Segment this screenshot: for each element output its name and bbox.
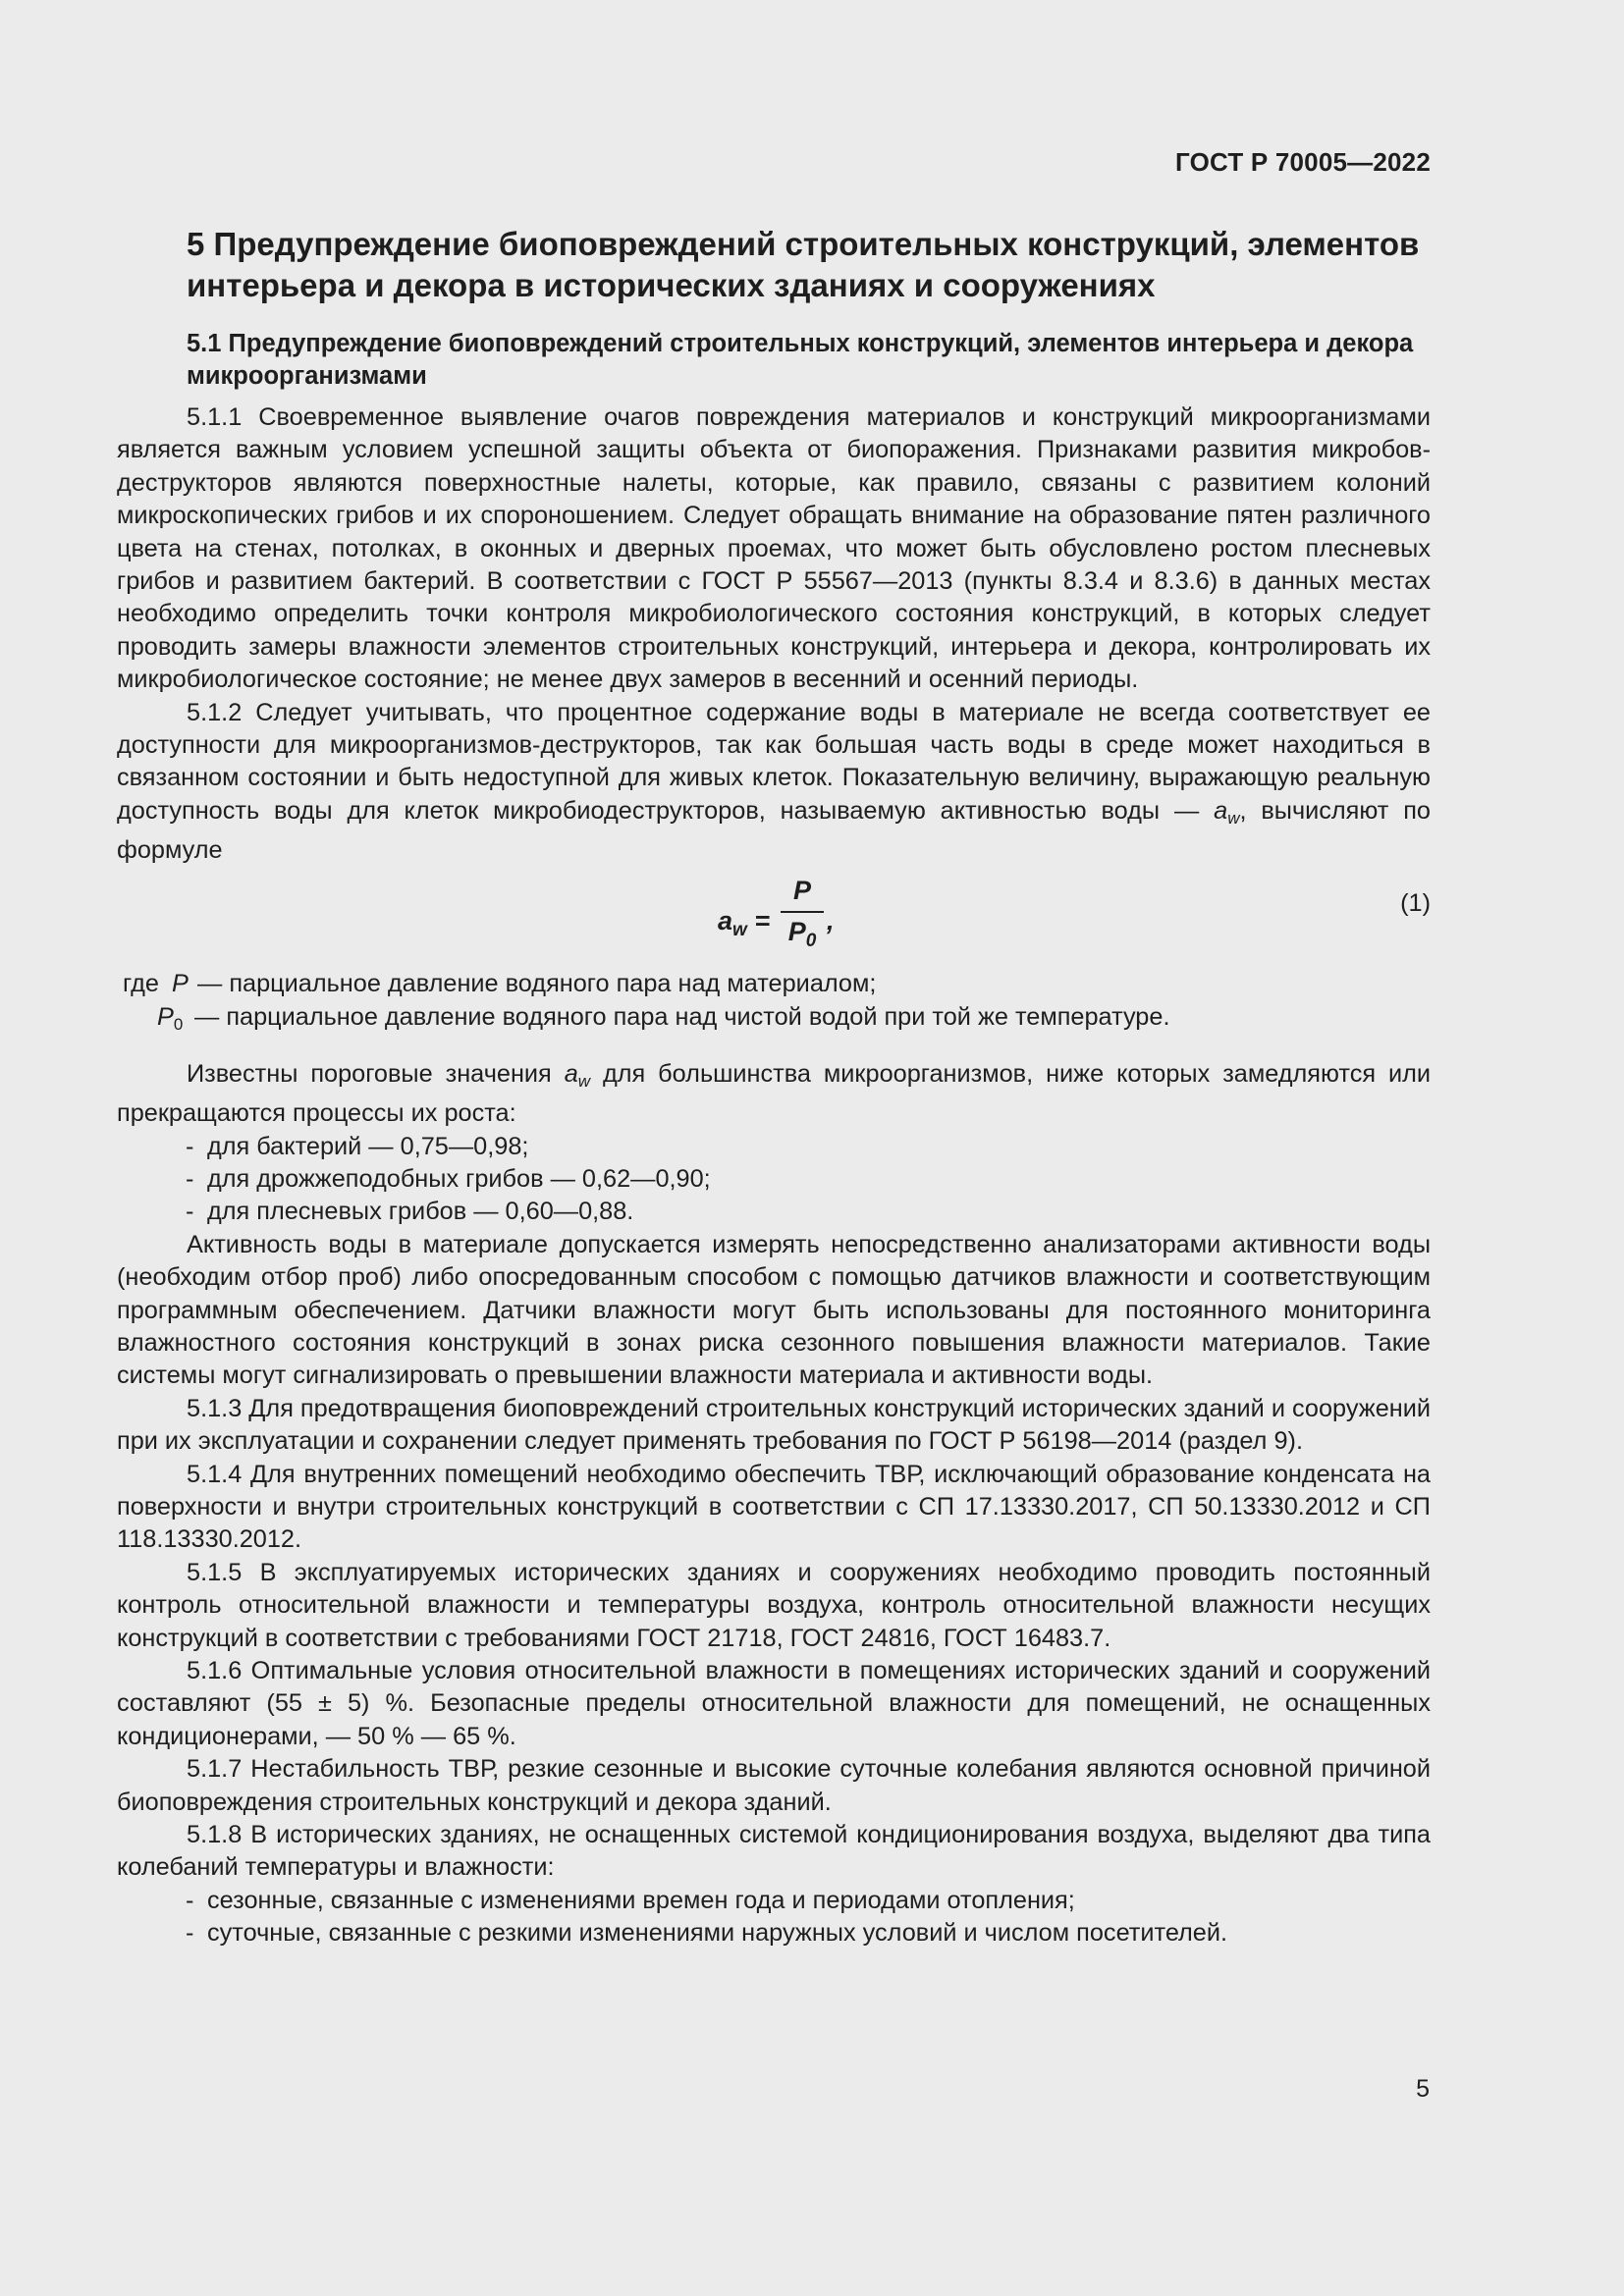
fluctuations-list <box>117 1885 1431 1950</box>
paragraph-5-1-6: 5.1.6 Оптимальные условия относительной влажности в помещениях исторических зданий и сооружений составляют (55 ± 5) %. Безопасные пределы относительной влажности для помещений, не оснащенных кондиционерами, — 50 % — 65 %. <box>117 1657 1431 1750</box>
where-definition: — парциальное давление водяного пара над материалом; <box>197 969 877 997</box>
aw-symbol-inline: $a_w$ <box>1214 796 1240 828</box>
list-item: - сезонные, связанные с изменениями времен года и периодами отопления; <box>186 1885 1431 1917</box>
list-item: - суточные, связанные с резкими изменениями наружных условий и числом посетителей. <box>186 1917 1431 1949</box>
thresholds-list <box>117 1131 1431 1229</box>
list-item: - для плесневых грибов — 0,60—0,88. <box>186 1196 1431 1228</box>
page-number: 5 <box>1416 2075 1430 2103</box>
paragraph-5-1-8: 5.1.8 В исторических зданиях, не оснащенных системой кондиционирования воздуха, выделяют два типа колебаний температуры и влажности: <box>117 1821 1431 1882</box>
paragraph-5-1-4: 5.1.4 Для внутренних помещений необходимо обеспечить ТВР, исключающий образование конденсата на поверхности и внутри строительных конструкций в соответствии с СП 17.13330.2017, СП 50.13330.2012 и СП 118.13330.2012. <box>117 1460 1431 1554</box>
where-symbol: P <box>172 969 189 997</box>
paragraph-5-1-2-tail: , вычисляют по формуле <box>117 796 1431 865</box>
list-item: - для дрожжеподобных грибов — 0,62—0,90; <box>186 1163 1431 1196</box>
where-prefix: где <box>123 969 159 997</box>
section-title: 5 Предупреждение биоповреждений строительных конструкций, элементов интерьера и декора в исторических зданиях и сооружениях <box>187 226 1420 303</box>
formula-1 <box>117 874 1431 964</box>
paragraph-5-1-2-text: 5.1.2 Следует учитывать, что процентное содержание воды в материале не всегда соответствует ее доступности для микроорганизмов-деструкторов, так как большая часть воды в среде может находиться в связанном состоянии и быть недоступной для живых клеток. Показательную величину, выражающую реальную доступность воды для клеток микробиодеструкторов, называемую активностью воды — <box>117 698 1431 825</box>
where-row-2 <box>117 1001 1431 1035</box>
spacer <box>117 1035 1431 1058</box>
formula-comma: , <box>827 905 835 935</box>
where-definition: — парциальное давление водяного пара над чистой водой при той же температуре. <box>194 1002 1170 1031</box>
paragraph-5-1-5: 5.1.5 В эксплуатируемых исторических зданиях и сооружениях необходимо проводить постоянный контроль относительной влажности и температуры воздуха, контроль относительной влажности несущих конструкций в соответствии с требованиями ГОСТ 21718, ГОСТ 24816, ГОСТ 16483.7. <box>117 1558 1431 1652</box>
paragraph-water-activity: Активность воды в материале допускается измерять непосредственно анализаторами активности воды (необходим отбор проб) либо опосредованным способом с помощью датчиков влажности и соответствующим программным обеспечением. Датчики влажности могут быть использованы для постоянного мониторинга влажностного состояния конструкций в зонах риска сезонного повышения влажности материалов. Такие системы могут сигнализировать о превышении влажности материала и активности воды. <box>117 1230 1431 1390</box>
paragraph-thresholds-intro: Известны пороговые значения $a_w$ для большинства микроорганизмов, ниже которых замедляются или прекращаются процессы их роста: <box>117 1059 1432 1128</box>
formula-lhs: $a_w$ = <box>718 905 771 940</box>
fraction-bar <box>781 911 824 913</box>
where-block <box>117 968 1431 1035</box>
where-row-1 <box>117 968 1431 1001</box>
paragraph-5-1-7: 5.1.7 Нестабильность ТВР, резкие сезонные и высокие суточные колебания являются основной причиной биоповреждения строительных конструкций и декора зданий. <box>117 1755 1431 1816</box>
formula-denominator: $P_0$ <box>787 916 817 951</box>
paragraph-5-1-3: 5.1.3 Для предотвращения биоповреждений строительных конструкций исторических зданий и сооружений при их эксплуатации и сохранении следует применять требования по ГОСТ Р 56198—2014 (раздел 9). <box>117 1394 1431 1456</box>
paragraph-5-1-2 <box>117 697 1431 868</box>
list-item: - для бактерий — 0,75—0,98; <box>186 1131 1431 1163</box>
where-symbol: $P_0$ <box>157 1002 184 1034</box>
aw-symbol-inline: $a_w$ <box>564 1059 591 1091</box>
paragraph-5-1-1: 5.1.1 Своевременное выявление очагов повреждения материалов и конструкций микроорганизмами является важным условием успешной защиты объекта от биопоражения. Признаками развития микробов-деструкторов являются поверхностные налеты, которые, как правило, связаны с развитием колоний микроскопических грибов и их спороношением. Следует обращать внимание на образование пятен различного цвета на стенах, потолках, в оконных и дверных проемах, что может быть обусловлено ростом плесневых грибов и развитием бактерий. В соответствии с ГОСТ Р 55567—2013 (пункты 8.3.4 и 8.3.6) в данных местах необходимо определить точки контроля микробиологического состояния конструкций, в которых следует проводить замеры влажности элементов строительных конструкций, интерьера и декора, контролировать их микробиологическое состояние; не менее двух замеров в весенний и осенний периоды. <box>117 403 1431 694</box>
formula-numerator: P <box>792 875 811 905</box>
subsection-title: 5.1 Предупреждение биоповреждений строительных конструкций, элементов интерьера и декора микроорганизмами <box>187 330 1414 390</box>
document-code: ГОСТ Р 70005—2022 <box>1175 147 1431 177</box>
formula-fraction <box>781 876 824 956</box>
page-content <box>117 224 1431 1950</box>
formula-number: (1) <box>1400 888 1431 917</box>
